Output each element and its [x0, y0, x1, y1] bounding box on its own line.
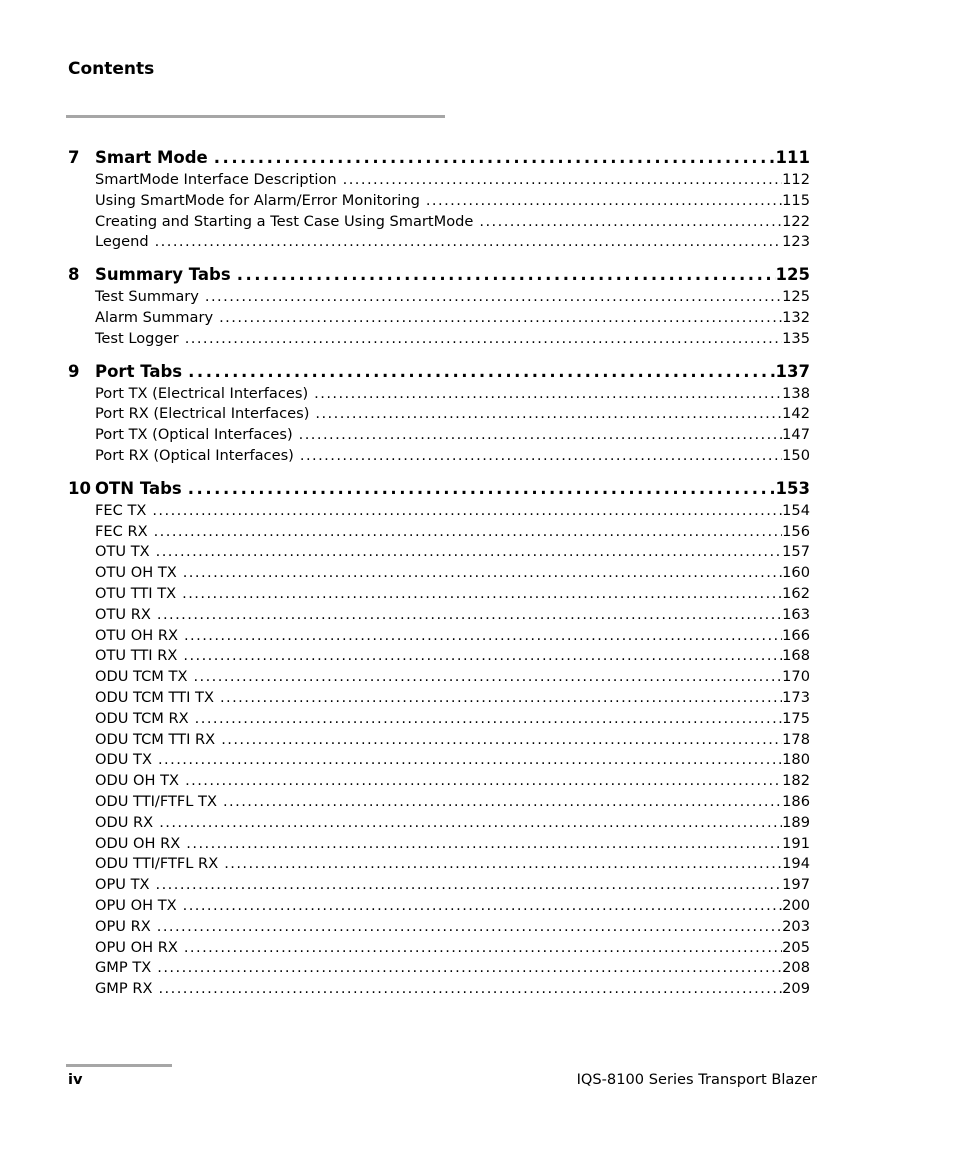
dot-leader	[188, 360, 775, 384]
toc-entry[interactable]	[95, 667, 810, 688]
entry-label: ODU TTI/FTFL TX	[95, 792, 217, 810]
chapter-number: 7	[68, 148, 80, 167]
entry-page: 138	[782, 384, 810, 402]
dot-leader	[186, 834, 782, 855]
entry-page: 168	[782, 647, 810, 665]
entry-label: Test Summary	[95, 288, 199, 306]
toc-entry[interactable]	[95, 563, 810, 584]
dot-leader	[184, 938, 782, 959]
dot-leader	[224, 854, 782, 875]
entry-page: 163	[782, 605, 810, 623]
entry-page: 115	[782, 191, 810, 209]
entry-label: SmartMode Interface Description	[95, 171, 337, 188]
entry-label: Creating and Starting a Test Case Using SmartMode	[95, 212, 474, 230]
footer-page-number: iv	[68, 1071, 83, 1088]
entry-page: 154	[782, 501, 810, 519]
dot-leader	[237, 263, 776, 287]
chapter-number: 8	[68, 265, 80, 285]
dot-leader	[183, 896, 783, 917]
toc-entry[interactable]	[95, 917, 810, 938]
dot-leader	[205, 287, 782, 308]
dot-leader	[159, 813, 782, 834]
toc-entry[interactable]	[95, 605, 810, 626]
toc-entry[interactable]	[95, 813, 810, 834]
table-of-contents	[68, 146, 810, 1010]
dot-leader	[157, 917, 782, 938]
entry-page: 166	[782, 626, 810, 644]
dot-leader	[188, 477, 776, 501]
toc-entry[interactable]	[95, 522, 810, 543]
toc-entry[interactable]	[95, 750, 810, 771]
toc-entry[interactable]	[95, 709, 810, 730]
footer-product-name: IQS-8100 Series Transport Blazer	[576, 1071, 817, 1088]
entry-label: ODU TCM TX	[95, 668, 188, 686]
entry-page: 135	[782, 329, 810, 347]
toc-entry[interactable]	[95, 308, 810, 329]
entry-page: 156	[782, 522, 810, 540]
entry-page: 186	[782, 792, 810, 810]
toc-chapter	[68, 360, 810, 467]
entry-page: 178	[782, 730, 810, 748]
entry-label: FEC RX	[95, 522, 148, 540]
entry-page: 122	[782, 212, 810, 230]
dot-leader	[195, 709, 782, 730]
entry-page: 189	[782, 813, 810, 831]
entry-label: OPU OH RX	[95, 938, 178, 956]
toc-entry[interactable]	[95, 212, 810, 233]
entry-page: 170	[782, 668, 810, 686]
dot-leader	[300, 446, 782, 467]
dot-leader	[193, 667, 782, 688]
toc-entry[interactable]	[95, 542, 810, 563]
toc-entry[interactable]	[95, 730, 810, 751]
dot-leader	[152, 501, 782, 522]
entry-page: 203	[782, 917, 810, 935]
dot-leader	[343, 170, 783, 191]
chapter-page: 125	[775, 265, 810, 285]
entry-page: 175	[782, 709, 810, 727]
toc-entry[interactable]	[95, 688, 810, 709]
toc-entry[interactable]	[95, 771, 810, 792]
entry-label: OTU TTI RX	[95, 647, 178, 665]
entry-label: Legend	[95, 233, 149, 251]
entry-page: 142	[782, 405, 810, 423]
entry-label: GMP TX	[95, 959, 152, 977]
dot-leader	[185, 771, 782, 792]
toc-entry[interactable]	[95, 646, 810, 667]
toc-entry[interactable]	[95, 191, 810, 212]
entry-label: OTU OH RX	[95, 626, 178, 644]
toc-chapter-heading[interactable]	[68, 360, 810, 384]
entry-page: 150	[782, 446, 810, 464]
dot-leader	[155, 232, 783, 253]
toc-entry[interactable]	[95, 792, 810, 813]
entry-page: 205	[782, 938, 810, 956]
toc-chapter-heading[interactable]	[68, 146, 810, 170]
dot-leader	[314, 384, 782, 405]
toc-chapter-heading[interactable]	[68, 477, 810, 501]
dot-leader	[157, 605, 782, 626]
chapter-title: Port Tabs	[95, 361, 183, 381]
entry-label: Port RX (Electrical Interfaces)	[95, 405, 310, 423]
entry-page: 147	[782, 426, 810, 444]
dot-leader	[299, 425, 783, 446]
toc-entry[interactable]	[95, 958, 810, 979]
entry-label: OPU TX	[95, 876, 150, 894]
chapter-page: 153	[775, 478, 810, 498]
dot-leader	[182, 584, 782, 605]
dot-leader	[315, 404, 782, 425]
toc-chapter-heading[interactable]	[68, 263, 810, 287]
dot-leader	[426, 191, 782, 212]
entry-label: ODU TCM TTI TX	[95, 688, 214, 706]
toc-entry[interactable]	[95, 938, 810, 959]
entry-label: ODU RX	[95, 813, 154, 831]
entry-label: FEC TX	[95, 501, 147, 519]
entry-label: OTU TX	[95, 543, 150, 561]
dot-leader	[183, 563, 782, 584]
entry-page: 209	[782, 980, 810, 998]
toc-entry[interactable]	[95, 329, 810, 350]
chapter-title: OTN Tabs	[95, 478, 182, 498]
entry-label: Port RX (Optical Interfaces)	[95, 446, 294, 464]
dot-leader	[157, 958, 782, 979]
entry-page: 125	[782, 288, 810, 306]
dot-leader	[223, 792, 782, 813]
entry-page: 132	[782, 308, 810, 326]
toc-entry[interactable]	[95, 425, 810, 446]
entry-page: 182	[782, 772, 810, 790]
entry-label: ODU TCM TTI RX	[95, 730, 216, 748]
dot-leader	[479, 212, 782, 233]
entry-page: 194	[782, 855, 810, 873]
toc-entry[interactable]	[95, 834, 810, 855]
dot-leader	[219, 308, 782, 329]
dot-leader	[185, 329, 782, 350]
toc-entry[interactable]	[95, 501, 810, 522]
entry-label: OTU OH TX	[95, 564, 177, 582]
entry-label: OTU TTI TX	[95, 584, 177, 602]
entry-label: ODU OH RX	[95, 834, 181, 852]
toc-chapter	[68, 263, 810, 349]
entry-label: ODU TCM RX	[95, 709, 189, 727]
chapter-number: 10	[68, 478, 91, 498]
chapter-number: 9	[68, 361, 80, 381]
dot-leader	[183, 646, 782, 667]
dot-leader	[220, 688, 782, 709]
entry-label: OPU RX	[95, 917, 151, 935]
entry-label: ODU TTI/FTFL RX	[95, 855, 219, 873]
dot-leader	[214, 146, 776, 170]
entry-page: 112	[782, 171, 810, 188]
toc-entry[interactable]	[95, 896, 810, 917]
toc-entry[interactable]	[95, 446, 810, 467]
chapter-title: Smart Mode	[95, 148, 208, 167]
chapter-page: 137	[775, 361, 810, 381]
dot-leader	[158, 979, 782, 1000]
dot-leader	[156, 875, 783, 896]
toc-entry[interactable]	[95, 287, 810, 308]
entry-label: OPU OH TX	[95, 896, 177, 914]
dot-leader	[221, 730, 782, 751]
entry-page: 200	[782, 896, 810, 914]
entry-label: GMP RX	[95, 980, 153, 998]
footer-rule	[66, 1064, 172, 1067]
entry-page: 123	[782, 233, 810, 251]
toc-entry[interactable]	[95, 979, 810, 1000]
entry-label: ODU OH TX	[95, 772, 180, 790]
toc-entry[interactable]	[95, 875, 810, 896]
dot-leader	[154, 522, 783, 543]
toc-entry[interactable]	[95, 232, 810, 253]
dot-leader	[158, 750, 782, 771]
page-header-title: Contents	[68, 59, 155, 79]
toc-chapter	[68, 146, 810, 253]
chapter-title: Summary Tabs	[95, 265, 231, 285]
entry-label: Alarm Summary	[95, 308, 214, 326]
entry-page: 208	[782, 959, 810, 977]
toc-entry[interactable]	[95, 584, 810, 605]
toc-entry[interactable]	[95, 854, 810, 875]
entry-label: Using SmartMode for Alarm/Error Monitoring	[95, 191, 420, 209]
toc-entry[interactable]	[95, 384, 810, 405]
toc-entry[interactable]	[95, 404, 810, 425]
entry-page: 180	[782, 751, 810, 769]
entry-page: 191	[782, 834, 810, 852]
entry-label: OTU RX	[95, 605, 151, 623]
entry-label: Port TX (Optical Interfaces)	[95, 426, 293, 444]
toc-entry[interactable]	[95, 626, 810, 647]
toc-chapter	[68, 477, 810, 1000]
dot-leader	[184, 626, 782, 647]
entry-label: ODU TX	[95, 751, 152, 769]
dot-leader	[156, 542, 783, 563]
entry-page: 162	[782, 584, 810, 602]
entry-page: 173	[782, 688, 810, 706]
entry-page: 197	[782, 876, 810, 894]
entry-page: 160	[782, 564, 810, 582]
entry-label: Port TX (Electrical Interfaces)	[95, 384, 309, 402]
entry-page: 157	[782, 543, 810, 561]
chapter-page: 111	[775, 148, 810, 167]
header-rule	[66, 115, 445, 118]
entry-label: Test Logger	[95, 329, 179, 347]
toc-entry[interactable]	[95, 170, 810, 191]
